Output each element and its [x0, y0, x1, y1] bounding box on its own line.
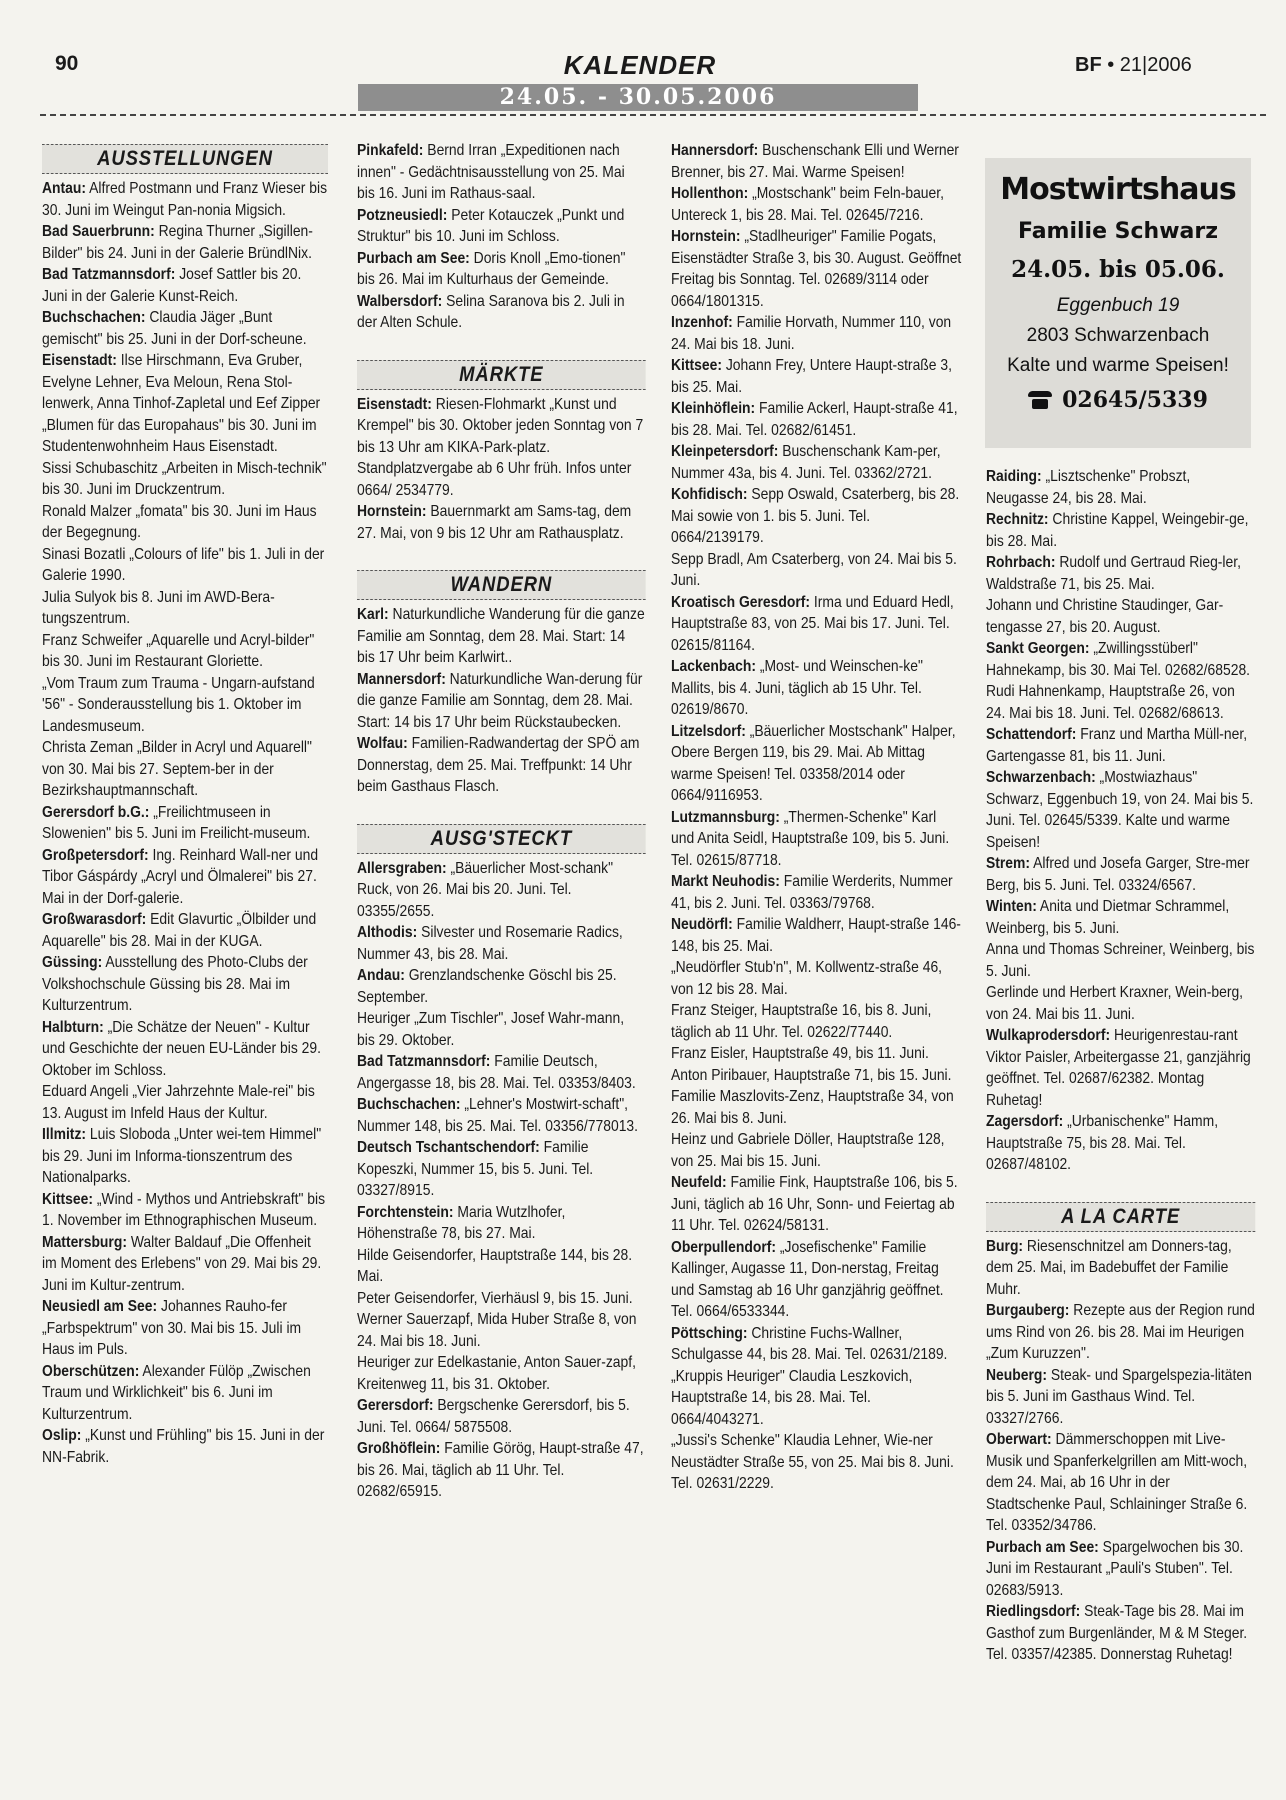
entry-text: Familie Waldherr, Haupt-straße 146-148, bis 25. Mai. [671, 916, 961, 955]
event-entry [671, 592, 961, 657]
entry-place: Lutzmannsburg: [671, 808, 780, 826]
entry-place: Markt Neuhodis: [671, 873, 780, 890]
section-heading: MÄRKTE [357, 360, 646, 390]
event-entry [671, 871, 961, 914]
entry-text: „Zwillingsstüberl" Hahnekamp, bis 30. Mai Tel. 02682/68528. [986, 640, 1251, 679]
entry-text: „Stadlheuriger" Familie Pogats, Eisenstädter Straße 3, bis 30. August. Geöffnet Freitag bis Sonntag. Tel. 02689/3114 oder 0664/1801315. [671, 228, 962, 310]
entry-text: Steak- und Spargelspezia-litäten bis 5. Juni im Gasthaus Wind. Tel. 03327/2766. [986, 1366, 1252, 1427]
event-entry [42, 1232, 328, 1297]
event-entry [357, 1094, 646, 1137]
entry-text: Luis Sloboda „Unter wei-tem Himmel" bis 29. Juni im Informa-tionszentrum des Nationalparks. [42, 1126, 322, 1186]
entry-text: Familie Görög, Haupt-straße 47, bis 26. Mai, täglich ab 11 Uhr. Tel. 02682/65915. [357, 1440, 644, 1500]
ad-family: Familie Schwarz [1017, 219, 1219, 244]
advertisement-box [985, 158, 1251, 448]
event-entry [357, 1288, 646, 1310]
entry-place: Gerersdorf b.G.: [42, 803, 150, 821]
date-range-band: 24.05. - 30.05.2006 [358, 84, 918, 111]
section-heading: AUSSTELLUNGEN [42, 144, 328, 174]
entry-text: „Bäuerlicher Mostschank" Halper, Obere Bergen 119, bis 29. Mai. Ab Mittag warme Speisen! Tel. 03358/2014 oder 0664/9116953. [671, 722, 956, 804]
entry-place: Eisenstadt: [42, 352, 117, 369]
entry-place: Burg: [986, 1237, 1024, 1255]
event-entry [357, 733, 646, 798]
entry-text: Sinasi Bozatli „Colours of life" bis 1. Juli in der Galerie 1990. [42, 545, 325, 584]
event-entry [986, 982, 1255, 1025]
event-entry [357, 205, 646, 248]
entry-text: Heinz und Gabriele Döller, Hauptstraße 128, von 25. Mai bis 15. Juni. [671, 1131, 945, 1170]
entry-place: Hornstein: [671, 228, 741, 245]
entry-text: Johannes Rauho-fer „Farbspektrum" von 30. Mai bis 15. Juli im Haus im Puls. [42, 1298, 302, 1358]
event-entry [42, 587, 328, 630]
entry-text: Franz Schweifer „Aquarelle und Acryl-bilder" bis 30. Juni im Restaurant Gloriette. [42, 631, 315, 670]
event-entry [986, 724, 1255, 767]
entry-place: Wolfau: [357, 735, 408, 752]
event-entry [357, 1438, 646, 1503]
entry-place: Schattendorf: [986, 726, 1077, 743]
event-entry [986, 896, 1255, 939]
entry-text: Alfred und Josefa Garger, Stre-mer Berg, bis 5. Juni. Tel. 03324/6567. [986, 855, 1250, 894]
entry-place: Güssing: [42, 954, 103, 971]
entry-text: Selina Saranova bis 2. Juli in der Alten Schule. [357, 292, 625, 331]
event-entry [42, 909, 328, 952]
ad-phone [985, 387, 1251, 413]
entry-text: „Josefischenke" Familie Kallinger, Augasse 11, Don-nerstag, Freitag und Samstag ab 16 Uhr ganzjährig geöffnet. Tel. 0664/6533344. [671, 1238, 944, 1320]
event-entry [357, 1245, 646, 1288]
entry-text: „Kruppis Heuriger" Claudia Leszkovich, Hauptstraße 14, bis 28. Mai. Tel. 0664/4043271. [671, 1367, 913, 1428]
entry-text: Dämmerschoppen mit Live-Musik und Spanferkelgrillen am Mitt-woch, dem 24. Mai, ab 16 Uhr in der Stadtschenke Paul, Schlaininger Straße 6. Tel. 03352/34786. [986, 1431, 1248, 1534]
entry-place: Winten: [986, 898, 1037, 915]
event-entry [671, 226, 961, 312]
section-heading: A LA CARTE [986, 1202, 1255, 1232]
entry-place: Kohfidisch: [671, 486, 748, 503]
entry-text: Alfred Postmann und Franz Wieser bis 30. Juni im Weingut Pan-nonia Migsich. [42, 180, 328, 219]
entry-text: Josef Sattler bis 20. Juni in der Galerie Kunst-Reich. [42, 266, 302, 305]
event-entry [357, 858, 646, 923]
event-entry [671, 1237, 961, 1323]
event-entry [42, 845, 328, 910]
event-entry [42, 1189, 328, 1232]
event-entry [986, 552, 1255, 595]
entry-text: Franz Steiger, Hauptstraße 16, bis 8. Juni, täglich ab 11 Uhr. Tel. 02622/77440. [671, 1002, 932, 1041]
ad-dates: 24.05. bis 05.06. [1011, 256, 1225, 283]
event-entry [986, 681, 1255, 724]
entry-place: Pinkafeld: [357, 142, 424, 159]
entry-place: Kittsee: [42, 1190, 93, 1208]
entry-text: „Thermen-Schenke" Karl und Anita Seidl, Hauptstraße 109, bis 5. Juni. Tel. 02615/87718. [671, 808, 950, 869]
entry-place: Eisenstadt: [357, 395, 432, 413]
entry-place: Andau: [357, 967, 405, 984]
section-title: KALENDER [563, 50, 717, 80]
entry-place: Großpetersdorf: [42, 846, 149, 864]
entry-place: Buchschachen: [42, 309, 146, 326]
event-entry [986, 595, 1255, 638]
event-entry [671, 183, 961, 226]
entry-place: Schwarzenbach: [986, 769, 1096, 786]
entry-text: Maria Wutzlhofer, Höhenstraße 78, bis 27. Mai. [357, 1203, 566, 1242]
entry-text: Alexander Fülöp „Zwischen Traum und Wirklichkeit" bis 6. Juni im Kulturzentrum. [42, 1362, 311, 1423]
event-entry [671, 1086, 961, 1129]
entry-place: Burgauberg: [986, 1302, 1070, 1319]
event-entry [986, 1025, 1255, 1111]
entry-place: Großhöflein: [357, 1440, 441, 1457]
event-entry [42, 952, 328, 1017]
event-entry [357, 965, 646, 1008]
entry-text: Silvester und Rosemarie Radics, Nummer 43, bis 28. Mai. [357, 924, 623, 963]
entry-text: Buschenschank Kam-per, Nummer 43a, bis 4. Juni. Tel. 03362/2721. [671, 443, 941, 482]
entry-place: Hornstein: [357, 503, 427, 520]
entry-text: Rudi Hahnenkamp, Hauptstraße 26, von 24. Mai bis 18. Juni. Tel. 02682/68613. [986, 683, 1235, 722]
entry-text: Riesen-Flohmarkt „Kunst und Krempel" bis 30. Oktober jeden Sonntag von 7 bis 13 Uhr am KIKA-Park-platz. Standplatzvergabe ab 6 Uhr früh. Infos unter 0664/ 2534779. [357, 395, 644, 499]
event-entry [671, 1043, 961, 1065]
entry-text: „Mostschank" beim Feln-bauer, Untereck 1, bis 28. Mai. Tel. 02645/7216. [671, 185, 944, 224]
event-entry [671, 484, 961, 549]
entry-place: Oslip: [42, 1427, 82, 1444]
entry-place: Lackenbach: [671, 658, 756, 675]
event-entry [986, 1365, 1255, 1430]
entry-text: Spargelwochen bis 30. Juni im Restaurant „Pauli's Stuben". Tel. 02683/5913. [986, 1538, 1244, 1599]
event-entry [671, 1366, 961, 1431]
entry-text: Edit Glavurtic „Ölbilder und Aquarelle" bis 28. Mai in der KUGA. [42, 911, 317, 950]
entry-place: Zagersdorf: [986, 1113, 1064, 1130]
entry-place: Karl: [357, 606, 389, 623]
section-gap [357, 334, 646, 356]
event-entry [357, 140, 646, 205]
entry-text: Naturkundliche Wanderung für die ganze Familie am Sonntag, dem 28. Mai. Start: 14 bis 17 Uhr beim Karlwirt.. [357, 606, 645, 666]
entry-text: „Jussi's Schenke" Klaudia Lehner, Wie-ner Neustädter Straße 55, von 25. Mai bis 8. Juni. Tel. 02631/2229. [671, 1432, 954, 1492]
event-entry [42, 307, 328, 350]
entry-place: Rechnitz: [986, 511, 1049, 528]
entry-text: Doris Knoll „Emo-tionen" bis 26. Mai im Kulturhaus der Gemeinde. [357, 249, 626, 288]
entry-text: Riesenschnitzel am Donners-tag, dem 25. Mai, im Badebuffet der Familie Muhr. [986, 1237, 1232, 1298]
entry-place: Allersgraben: [357, 859, 447, 877]
entry-place: Neudörfl: [671, 916, 733, 933]
event-entry [357, 1395, 646, 1438]
entry-text: Familie Fink, Hauptstraße 106, bis 5. Juni, täglich ab 16 Uhr, Sonn- und Feiertag ab 11 Uhr. Tel. 02624/58131. [671, 1174, 958, 1234]
entry-text: Peter Kotauczek „Punkt und Struktur" bis 10. Juni im Schloss. [357, 206, 625, 245]
section-heading: WANDERN [357, 570, 646, 600]
event-entry [671, 441, 961, 484]
event-entry [671, 914, 961, 957]
entry-place: Litzelsdorf: [671, 722, 746, 740]
entry-text: Bernd Irran „Expeditionen nach innen" - Gedächtnisausstellung von 25. Mai bis 16. Juni im Rathaus-saal. [357, 142, 625, 202]
entry-text: Johann Frey, Untere Haupt-straße 3, bis 25. Mai. [671, 357, 952, 396]
entry-place: Mannersdorf: [357, 670, 446, 688]
ad-food: Kalte und warme Speisen! [1007, 355, 1229, 376]
entry-place: Halbturn: [42, 1018, 104, 1036]
entry-place: Riedlingsdorf: [986, 1603, 1081, 1620]
entry-text: Familie Deutsch, Angergasse 18, bis 28. Mai. Tel. 03353/8403. [357, 1053, 636, 1092]
event-entry [671, 312, 961, 355]
entry-place: Mattersburg: [42, 1233, 127, 1251]
entry-text: Ausstellung des Photo-Clubs der Volkshochschule Güssing bis 28. Mai im Kulturzentrum. [42, 954, 308, 1014]
entry-place: Pöttsching: [671, 1324, 748, 1342]
column-3 [671, 140, 961, 1495]
entry-place: Illmitz: [42, 1126, 87, 1143]
entry-text: Familie Werderits, Nummer 41, bis 2. Juni. Tel. 03363/79768. [671, 873, 953, 912]
event-entry [671, 355, 961, 398]
entry-text: Familie Maszlovits-Zenz, Hauptstraße 34, von 26. Mai bis 8. Juni. [671, 1088, 954, 1127]
entry-text: Rezepte aus der Region rund ums Rind von 26. bis 28. Mai im Heurigen „Zum Kuruzzen". [986, 1302, 1255, 1362]
event-entry [357, 1202, 646, 1245]
event-entry [986, 853, 1255, 896]
event-entry [986, 1601, 1255, 1666]
entry-text: Julia Sulyok bis 8. Juni im AWD-Bera-tungszentrum. [42, 588, 275, 627]
entry-text: Heuriger „Zum Tischler", Josef Wahr-mann, bis 29. Oktober. [357, 1010, 625, 1049]
entry-place: Großwarasdorf: [42, 911, 147, 928]
column-4 [986, 466, 1255, 1666]
entry-text: Buschenschank Elli und Werner Brenner, bis 27. Mai. Warme Speisen! [671, 142, 959, 181]
event-entry [42, 1361, 328, 1426]
entry-place: Hannersdorf: [671, 142, 759, 159]
entry-text: Werner Sauerzapf, Mida Huber Straße 8, von 24. Mai bis 18. Juni. [357, 1311, 637, 1350]
section-gap [357, 798, 646, 820]
entry-place: Oberschützen: [42, 1362, 140, 1380]
entry-text: „Vom Traum zum Trauma - Ungarn-aufstand '56" - Sonderausstellung bis 1. Oktober im Landesmuseum. [42, 674, 315, 735]
entry-place: Buchschachen: [357, 1096, 461, 1113]
entry-text: Claudia Jäger „Bunt gemischt" bis 25. Juni in der Dorf-scheune. [42, 309, 307, 348]
entry-place: Sankt Georgen: [986, 640, 1090, 657]
event-entry [42, 1017, 328, 1082]
entry-text: „Lehner's Mostwirt-schaft", Nummer 148, bis 25. Mai. Tel. 03356/778013. [357, 1096, 639, 1135]
entry-text: „Most- und Weinschen-ke" Mallits, bis 4. Juni, täglich ab 15 Uhr. Tel. 02619/8670. [671, 658, 923, 718]
entry-text: Grenzlandschenke Göschl bis 25. September. [357, 967, 617, 1006]
ad-address-line-2: 2803 Schwarzenbach [1026, 325, 1210, 346]
entry-text: Christine Fuchs-Wallner, Schulgasse 44, bis 28. Mai. Tel. 02631/2189. [671, 1324, 948, 1363]
entry-text: „Bäuerlicher Most-schank" Ruck, von 26. Mai bis 20. Juni. Tel. 03355/2655. [357, 859, 614, 920]
event-entry [671, 140, 961, 183]
entry-text: Rudolf und Gertraud Rieg-ler, Waldstraße 71, bis 25. Mai. [986, 554, 1241, 593]
entry-text: Johann und Christine Staudinger, Gar-tengasse 27, bis 20. August. [986, 597, 1224, 636]
entry-text: „Kunst und Frühling" bis 15. Juni in der NN-Fabrik. [42, 1427, 325, 1466]
entry-text: „Wind - Mythos und Antriebskraft" bis 1. November im Ethnographischen Museum. [42, 1190, 326, 1229]
entry-place: Purbach am See: [357, 249, 470, 267]
event-entry [671, 721, 961, 807]
issue-number: • 21|2006 [1107, 54, 1192, 76]
entry-text: Ing. Reinhard Wall-ner und Tibor Gáspárdy „Acryl und Ölmalerei" bis 27. Mai in der Dorf-galerie. [42, 846, 319, 907]
entry-text: Franz Eisler, Hauptstraße 49, bis 11. Juni. [671, 1045, 929, 1062]
event-entry [357, 291, 646, 334]
entry-place: Bad Tatzmannsdorf: [357, 1053, 491, 1070]
entry-place: Bad Tatzmannsdorf: [42, 266, 176, 283]
entry-text: „Neudörfler Stub'n", M. Kollwentz-straße 46, von 12 bis 28. Mai. [671, 959, 943, 998]
event-entry [986, 1300, 1255, 1365]
event-entry [357, 1352, 646, 1395]
entry-text: Christa Zeman „Bilder in Acryl und Aquarell" von 30. Mai bis 27. Septem-ber in der Bezirkshauptmannschaft. [42, 739, 312, 799]
entry-place: Antau: [42, 180, 87, 197]
entry-place: Kroatisch Geresdorf: [671, 593, 811, 611]
entry-text: Heurigenrestau-rant Viktor Paisler, Arbeitergasse 21, ganzjährig geöffnet. Tel. 02687/62382. Montag Ruhetag! [986, 1027, 1251, 1109]
event-entry [42, 1081, 328, 1124]
event-entry [986, 466, 1255, 509]
entry-text: Naturkundliche Wan-derung für die ganze Familie am Sonntag, dem 28. Mai. Start: 14 bis 17 Uhr beim Rückstaubecken. [357, 670, 643, 731]
ad-address-line-1: Eggenbuch 19 [1056, 295, 1180, 316]
entry-place: Kleinhöflein: [671, 400, 756, 417]
entry-text: Sepp Oswald, Csaterberg, bis 28. Mai sowie von 1. bis 5. Juni. Tel. 0664/2139179. [671, 486, 960, 546]
entry-text: Irma und Eduard Hedl, Hauptstraße 83, von 25. Mai bis 17. Juni. Tel. 02615/81164. [671, 593, 954, 654]
entry-text: Eduard Angeli „Vier Jahrzehnte Male-rei" bis 13. August im Infeld Haus der Kultur. [42, 1083, 315, 1122]
event-entry [42, 630, 328, 673]
entry-place: Strem: [986, 855, 1031, 872]
entry-place: Inzenhof: [671, 314, 733, 331]
entry-text: Steak-Tage bis 28. Mai im Gasthof zum Burgenländer, M & M Steger. Tel. 03357/42385. Donnerstag Ruhetag! [986, 1603, 1248, 1663]
event-entry [357, 248, 646, 291]
entry-place: Potzneusiedl: [357, 206, 448, 224]
entry-text: „Freilichtmuseen in Slowenien" bis 5. Juni im Freilicht-museum. [42, 803, 311, 842]
section-heading: AUSG'STECKT [357, 824, 646, 854]
event-entry [357, 669, 646, 734]
entry-text: „Lisztschenke" Probszt, Neugasse 24, bis 28. Mai. [986, 468, 1191, 507]
entry-text: Bauernmarkt am Sams-tag, dem 27. Mai, von 9 bis 12 Uhr am Rathausplatz. [357, 503, 632, 542]
event-entry [357, 501, 646, 544]
magazine-name: BF [1075, 54, 1102, 76]
event-entry [986, 1429, 1255, 1537]
event-entry [671, 957, 961, 1000]
section-gap [986, 1176, 1255, 1198]
entry-text: Familie Ackerl, Haupt-straße 41, bis 28. Mai. Tel. 02682/61451. [671, 400, 958, 439]
entry-place: Neufeld: [671, 1174, 727, 1191]
event-entry [986, 939, 1255, 982]
event-entry [671, 1430, 961, 1495]
event-entry [357, 604, 646, 669]
event-entry [671, 549, 961, 592]
entry-text: Ronald Malzer „fomata" bis 30. Juni im Haus der Begegnung. [42, 502, 317, 541]
event-entry [986, 638, 1255, 681]
event-entry [42, 221, 328, 264]
event-entry [671, 1000, 961, 1043]
entry-place: Oberwart: [986, 1431, 1052, 1448]
entry-place: Oberpullendorf: [671, 1238, 777, 1256]
header-divider [40, 114, 1266, 116]
entry-place: Neusiedl am See: [42, 1298, 158, 1315]
entry-place: Raiding: [986, 468, 1042, 485]
entry-text: „Die Schätze der Neuen" - Kultur und Geschichte der neuen EU-Länder bis 29. Oktober im Schloss. [42, 1018, 321, 1079]
entry-text: Walter Baldauf „Die Offenheit im Moment des Erlebens" von 29. Mai bis 29. Juni im Kultur-zentrum. [42, 1233, 322, 1294]
event-entry [42, 737, 328, 802]
entry-text: Gerlinde und Herbert Kraxner, Wein-berg, von 24. Mai bis 11. Juni. [986, 984, 1244, 1023]
event-entry [42, 350, 328, 458]
event-entry [42, 458, 328, 501]
entry-text: Familien-Radwandertag der SPÖ am Donnerstag, dem 25. Mai. Treffpunkt: 14 Uhr beim Gasthaus Flasch. [357, 735, 640, 795]
event-entry [357, 1137, 646, 1202]
event-entry [671, 1129, 961, 1172]
event-entry [671, 1172, 961, 1237]
entry-text: Franz und Martha Müll-ner, Gartengasse 81, bis 11. Juni. [986, 726, 1248, 765]
entry-place: Deutsch Tschantschendorf: [357, 1139, 540, 1156]
entry-place: Kleinpetersdorf: [671, 443, 779, 460]
event-entry [357, 1008, 646, 1051]
entry-text: Hilde Geisendorfer, Hauptstraße 144, bis 28. Mai. [357, 1246, 633, 1285]
entry-text: Sissi Schubaschitz „Arbeiten in Misch-technik" bis 30. Juni im Druckzentrum. [42, 459, 327, 498]
event-entry [42, 264, 328, 307]
ad-title: Mostwirtshaus [1000, 172, 1236, 207]
page-number: 90 [55, 52, 79, 75]
event-entry [986, 767, 1255, 853]
column-2 [357, 140, 646, 1503]
event-entry [671, 807, 961, 872]
entry-text: Anton Piribauer, Hauptstraße 71, bis 15. Juni. [671, 1066, 952, 1084]
entry-place: Kittsee: [671, 357, 722, 374]
magazine-issue [1075, 54, 1192, 77]
event-entry [42, 501, 328, 544]
event-entry [671, 1065, 961, 1087]
entry-text: Bergschenke Gerersdorf, bis 5. Juni. Tel. 0664/ 5875508. [357, 1397, 630, 1436]
event-entry [986, 1111, 1255, 1176]
event-entry [986, 1537, 1255, 1602]
entry-place: Bad Sauerbrunn: [42, 223, 155, 240]
entry-text: Christine Kappel, Weingebir-ge, bis 28. Mai. [986, 511, 1249, 550]
entry-text: Heuriger zur Edelkastanie, Anton Sauer-zapf, Kreitenweg 11, bis 31. Oktober. [357, 1354, 636, 1393]
event-entry [42, 178, 328, 221]
entry-place: Neuberg: [986, 1366, 1048, 1384]
entry-text: Regina Thurner „Sigillen-Bilder" bis 24. Juni in der Galerie BründlNix. [42, 223, 313, 262]
entry-text: Familie Kopeszki, Nummer 15, bis 5. Juni. Tel. 03327/8915. [357, 1139, 594, 1199]
entry-place: Hollenthon: [671, 185, 749, 202]
column-1 [42, 140, 328, 1468]
event-entry [986, 509, 1255, 552]
event-entry [986, 1236, 1255, 1301]
telephone-icon [1028, 391, 1052, 409]
entry-text: Familie Horvath, Nummer 110, von 24. Mai bis 18. Juni. [671, 314, 952, 353]
entry-place: Gerersdorf: [357, 1397, 434, 1414]
entry-text: Peter Geisendorfer, Vierhäusl 9, bis 15. Juni. [357, 1289, 633, 1307]
entry-text: Anita und Dietmar Schrammel, Weinberg, bis 5. Juni. [986, 898, 1230, 937]
event-entry [357, 922, 646, 965]
entry-text: „Mostwiazhaus" Schwarz, Eggenbuch 19, von 24. Mai bis 5. Juni. Tel. 02645/5339. Kalte und warme Speisen! [986, 769, 1254, 851]
entry-place: Purbach am See: [986, 1538, 1099, 1556]
event-entry [42, 544, 328, 587]
event-entry [42, 1425, 328, 1468]
ad-phone-number: 02645/5339 [1062, 387, 1208, 413]
entry-place: Walbersdorf: [357, 292, 443, 310]
event-entry [357, 1309, 646, 1352]
event-entry [671, 1323, 961, 1366]
entry-place: Forchtenstein: [357, 1203, 454, 1221]
entry-text: Sepp Bradl, Am Csaterberg, von 24. Mai bis 5. Juni. [671, 550, 957, 589]
event-entry [671, 656, 961, 721]
entry-place: Wulkaprodersdorf: [986, 1027, 1111, 1044]
entry-text: „Urbanischenke" Hamm, Hauptstraße 75, bis 28. Mai. Tel. 02687/48102. [986, 1113, 1219, 1173]
event-entry [357, 1051, 646, 1094]
event-entry [42, 1296, 328, 1361]
event-entry [42, 673, 328, 738]
event-entry [357, 394, 646, 502]
entry-text: Anna und Thomas Schreiner, Weinberg, bis 5. Juni. [986, 941, 1255, 980]
event-entry [671, 398, 961, 441]
section-gap [357, 544, 646, 566]
event-entry [42, 802, 328, 845]
entry-text: Ilse Hirschmann, Eva Gruber, Evelyne Lehner, Eva Meloun, Rena Stol-lenwerk, Anna Tinhof-Zapletal und Eef Zipper „Blumen für das Europahaus" bis 30. Juni im Studentenwohnheim Haus Eisenstadt. [42, 352, 321, 455]
entry-place: Althodis: [357, 924, 418, 941]
entry-place: Rohrbach: [986, 554, 1056, 571]
event-entry [42, 1124, 328, 1189]
